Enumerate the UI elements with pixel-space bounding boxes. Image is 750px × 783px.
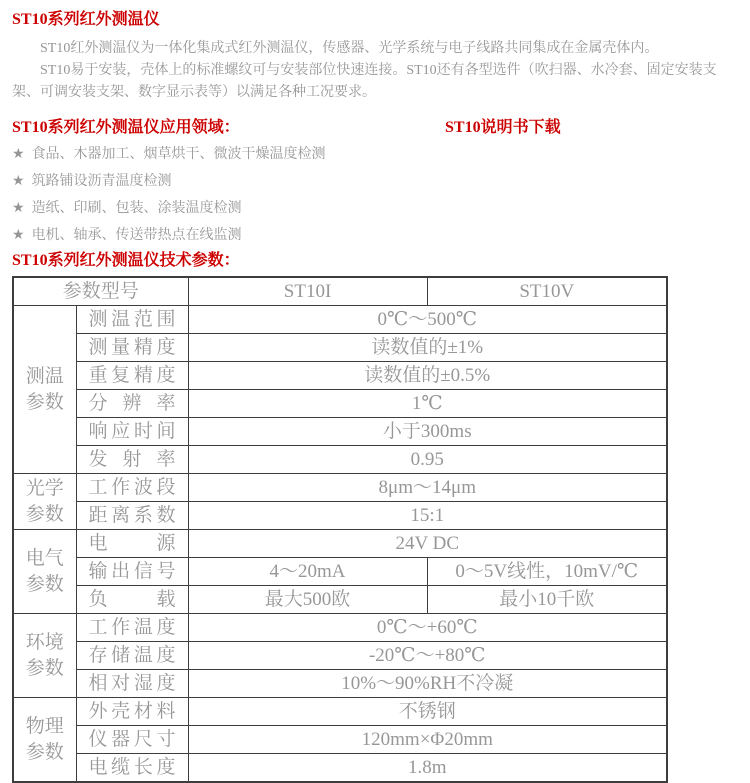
star-icon: ★ <box>12 201 25 216</box>
spec-group-cell: 物理 参数 <box>13 698 76 783</box>
spec-value-cell: 15:1 <box>188 502 667 530</box>
page-title: ST10系列红外测温仪 <box>12 11 160 28</box>
intro-paragraph: ST10红外测温仪为一体化集成式红外测温仪，传感器、光学系统与电子线路共同集成在金属壳体内。 <box>40 41 659 56</box>
application-item-label: 造纸、印刷、包装、涂装温度检测 <box>31 201 242 216</box>
spec-row <box>13 418 667 446</box>
spec-row <box>13 530 667 558</box>
specs-table-body <box>13 277 667 782</box>
application-item-label: 筑路铺设沥青温度检测 <box>31 174 172 189</box>
spec-value-cell: 0℃～+60℃ <box>188 614 667 642</box>
intro-section <box>12 38 738 104</box>
spec-value-cell: 120mm×Φ20mm <box>188 726 667 754</box>
applications-title: ST10系列红外测温仪应用领域： <box>12 119 240 136</box>
spec-row <box>13 474 667 502</box>
spec-param-label: 测温范围 <box>76 306 188 334</box>
spec-value-cell: 0.95 <box>188 446 667 474</box>
application-item <box>12 195 738 222</box>
spec-param-label: 工作波段 <box>76 474 188 502</box>
spec-param-label: 相对湿度 <box>76 670 188 698</box>
spec-value-cell: 24V DC <box>188 530 667 558</box>
spec-row <box>13 334 667 362</box>
spec-row <box>13 558 667 586</box>
specs-title: ST10系列红外测温仪技术参数： <box>12 252 240 269</box>
spec-row <box>13 306 667 334</box>
spec-group-cell: 环境 参数 <box>13 614 76 698</box>
spec-param-label: 负载 <box>76 586 188 614</box>
spec-row <box>13 362 667 390</box>
intro-paragraph: ST10易于安装，壳体上的标准螺纹可与安装部位快速连接。ST10还有各型选件（吹扫器、水冷套、固定安装支架、可调安装支架、数字显示表等）以满足各种工况要求。 <box>12 63 717 100</box>
spec-value-cell: 0℃～500℃ <box>188 306 667 334</box>
manual-download-link[interactable]: ST10说明书下载 <box>445 119 561 136</box>
star-icon: ★ <box>12 174 25 189</box>
spec-value-cell: 读数值的±0.5% <box>188 362 667 390</box>
spec-value-cell: 4～20mA <box>188 558 427 586</box>
spec-value-cell: 10%～90%RH不冷凝 <box>188 670 667 698</box>
spec-value-cell: 不锈钢 <box>188 698 667 726</box>
spec-row <box>13 446 667 474</box>
spec-param-label: 工作温度 <box>76 614 188 642</box>
specs-table <box>12 276 668 783</box>
applications-header-row <box>12 118 738 138</box>
spec-row <box>13 726 667 754</box>
spec-param-label: 重复精度 <box>76 362 188 390</box>
spec-header-param: 参数型号 <box>13 277 188 306</box>
spec-param-label: 响应时间 <box>76 418 188 446</box>
spec-value-cell: 最大500欧 <box>188 586 427 614</box>
application-item-label: 食品、木器加工、烟草烘干、微波干燥温度检测 <box>31 147 326 162</box>
spec-param-label: 电源 <box>76 530 188 558</box>
spec-value-cell: -20℃～+80℃ <box>188 642 667 670</box>
spec-param-label: 外壳材料 <box>76 698 188 726</box>
spec-param-label: 电缆长度 <box>76 754 188 783</box>
spec-value-cell: 1℃ <box>188 390 667 418</box>
spec-group-cell: 光学 参数 <box>13 474 76 530</box>
spec-param-label: 测量精度 <box>76 334 188 362</box>
applications-list <box>12 141 738 249</box>
spec-param-label: 存储温度 <box>76 642 188 670</box>
spec-header-model: ST10I <box>188 277 427 306</box>
spec-param-label: 分辨率 <box>76 390 188 418</box>
application-item <box>12 168 738 195</box>
spec-value-cell: 读数值的±1% <box>188 334 667 362</box>
application-item <box>12 141 738 168</box>
spec-param-label: 仪器尺寸 <box>76 726 188 754</box>
spec-row <box>13 586 667 614</box>
star-icon: ★ <box>12 228 25 243</box>
specs-header-row <box>13 277 667 306</box>
spec-param-label: 距离系数 <box>76 502 188 530</box>
spec-row <box>13 502 667 530</box>
star-icon: ★ <box>12 147 25 162</box>
spec-value-cell: 最小10千欧 <box>427 586 667 614</box>
spec-group-cell: 电气 参数 <box>13 530 76 614</box>
spec-row <box>13 698 667 726</box>
spec-row <box>13 754 667 783</box>
application-item <box>12 222 738 249</box>
spec-value-cell: 8μm～14μm <box>188 474 667 502</box>
spec-value-cell: 1.8m <box>188 754 667 783</box>
spec-row <box>13 642 667 670</box>
spec-row <box>13 390 667 418</box>
spec-header-model: ST10V <box>427 277 667 306</box>
spec-value-cell: 小于300ms <box>188 418 667 446</box>
spec-row <box>13 614 667 642</box>
spec-group-cell: 测温 参数 <box>13 306 76 474</box>
spec-param-label: 发射率 <box>76 446 188 474</box>
application-item-label: 电机、轴承、传送带热点在线监测 <box>31 228 242 243</box>
spec-row <box>13 670 667 698</box>
spec-param-label: 输出信号 <box>76 558 188 586</box>
spec-value-cell: 0～5V线性，10mV/℃ <box>427 558 667 586</box>
